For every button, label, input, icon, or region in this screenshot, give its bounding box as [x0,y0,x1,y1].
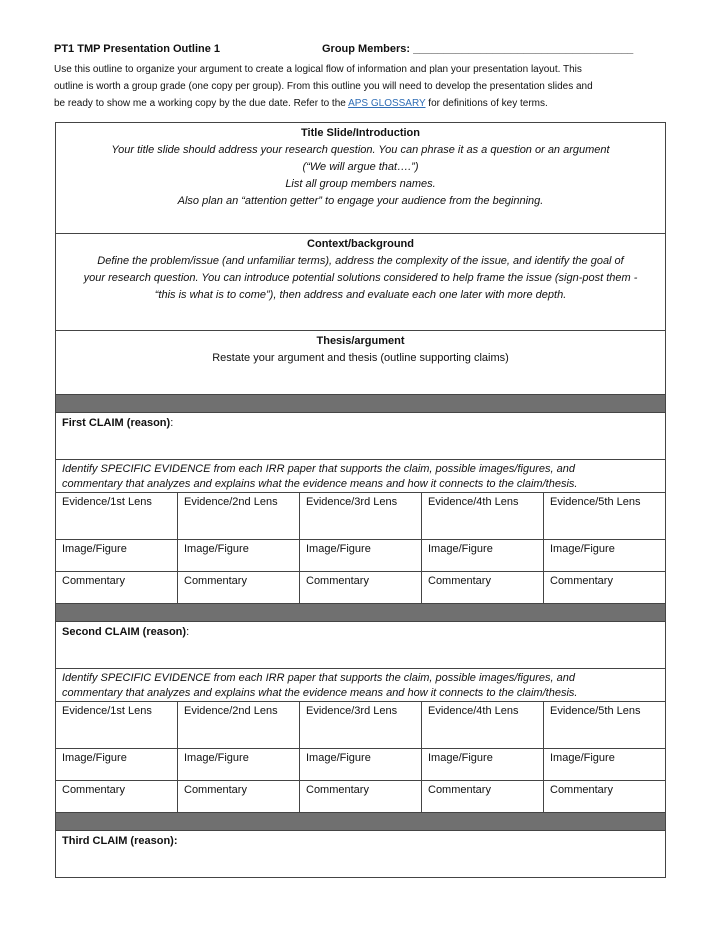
commentary-cell[interactable]: Commentary [56,781,178,813]
second-claim-label: Second CLAIM (reason) [62,626,187,638]
section-divider-bar [56,395,666,413]
outline-table [55,122,666,878]
evidence-cell[interactable]: Evidence/3rd Lens [300,493,422,540]
document-title: PT1 TMP Presentation Outline 1 [54,43,221,55]
intro-line-2: outline is worth a group grade (one copy per group). From this outline you will need to develop the presentation slides and [54,81,593,92]
commentary-cell[interactable]: Commentary [544,781,666,813]
group-members-field: Group Members: ____________________________________ [322,43,634,55]
intro-paragraph [54,61,654,112]
title-slide-heading: Title Slide/Introduction [301,127,420,139]
image-figure-cell[interactable]: Image/Figure [56,540,178,572]
commentary-cell[interactable]: Commentary [178,572,300,604]
second-claim-instructions-line-2: commentary that analyzes and explains what the evidence means and how it connects to the claim/thesis. [62,687,578,699]
first-claim-colon: : [170,417,174,429]
evidence-cell[interactable]: Evidence/1st Lens [56,493,178,540]
image-figure-cell[interactable]: Image/Figure [178,749,300,781]
evidence-cell[interactable]: Evidence/4th Lens [422,702,544,749]
title-slide-line-2: (“We will argue that….”) [302,161,419,173]
commentary-cell[interactable]: Commentary [300,572,422,604]
section-divider-bar [56,604,666,622]
first-claim-instructions [56,460,666,493]
image-figure-cell[interactable]: Image/Figure [544,540,666,572]
thesis-heading: Thesis/argument [316,335,405,347]
commentary-cell[interactable]: Commentary [178,781,300,813]
image-figure-cell[interactable]: Image/Figure [544,749,666,781]
header-line [54,43,654,55]
intro-line-3-after: for definitions of key terms. [425,98,548,109]
title-slide-line-1: Your title slide should address your research question. You can phrase it as a question or an argument [111,144,610,156]
intro-line-3 [54,95,654,112]
title-slide-line-4: Also plan an “attention getter” to engage your audience from the beginning. [177,195,544,207]
evidence-cell[interactable]: Evidence/2nd Lens [178,493,300,540]
intro-line-3-before: be ready to show me a working copy by the due date. Refer to the [54,98,349,109]
evidence-cell[interactable]: Evidence/5th Lens [544,702,666,749]
intro-line-1: Use this outline to organize your argument to create a logical flow of information and plan your presentation layout. This [54,64,582,75]
first-claim-instructions-line-2: commentary that analyzes and explains what the evidence means and how it connects to the claim/thesis. [62,478,578,490]
context-line-2: your research question. You can introduce potential solutions considered to help frame the issue (sign-post them - [83,272,638,284]
evidence-cell[interactable]: Evidence/1st Lens [56,702,178,749]
evidence-cell[interactable]: Evidence/3rd Lens [300,702,422,749]
first-claim-label: First CLAIM (reason) [62,417,171,429]
first-claim-cell[interactable] [56,413,666,460]
second-claim-instructions-line-1: Identify SPECIFIC EVIDENCE from each IRR paper that supports the claim, possible images/figures, and [62,672,575,684]
commentary-cell[interactable]: Commentary [422,781,544,813]
second-claim-instructions [56,669,666,702]
second-claim-cell[interactable] [56,622,666,669]
evidence-cell[interactable]: Evidence/5th Lens [544,493,666,540]
commentary-cell[interactable]: Commentary [544,572,666,604]
context-section [56,234,666,331]
aps-glossary-link[interactable]: APS GLOSSARY [348,98,426,109]
evidence-cell[interactable]: Evidence/4th Lens [422,493,544,540]
thesis-line-1: Restate your argument and thesis (outline supporting claims) [212,352,509,364]
commentary-cell[interactable]: Commentary [56,572,178,604]
evidence-cell[interactable]: Evidence/2nd Lens [178,702,300,749]
context-line-3: “this is what is to come”), then address and evaluate each one later with more depth. [154,289,567,301]
commentary-cell[interactable]: Commentary [300,781,422,813]
title-slide-line-3: List all group members names. [285,178,436,190]
title-slide-section [56,123,666,234]
image-figure-cell[interactable]: Image/Figure [300,540,422,572]
image-figure-cell[interactable]: Image/Figure [56,749,178,781]
image-figure-cell[interactable]: Image/Figure [422,540,544,572]
commentary-cell[interactable]: Commentary [422,572,544,604]
thesis-section [56,331,666,395]
section-divider-bar [56,813,666,831]
second-claim-colon: : [186,626,190,638]
context-line-1: Define the problem/issue (and unfamiliar terms), address the complexity of the issue, and identify the goal of [97,255,624,267]
third-claim-cell[interactable]: Third CLAIM (reason): [56,831,666,878]
first-claim-instructions-line-1: Identify SPECIFIC EVIDENCE from each IRR paper that supports the claim, possible images/figures, and [62,463,575,475]
image-figure-cell[interactable]: Image/Figure [300,749,422,781]
context-heading: Context/background [307,238,414,250]
image-figure-cell[interactable]: Image/Figure [422,749,544,781]
image-figure-cell[interactable]: Image/Figure [178,540,300,572]
